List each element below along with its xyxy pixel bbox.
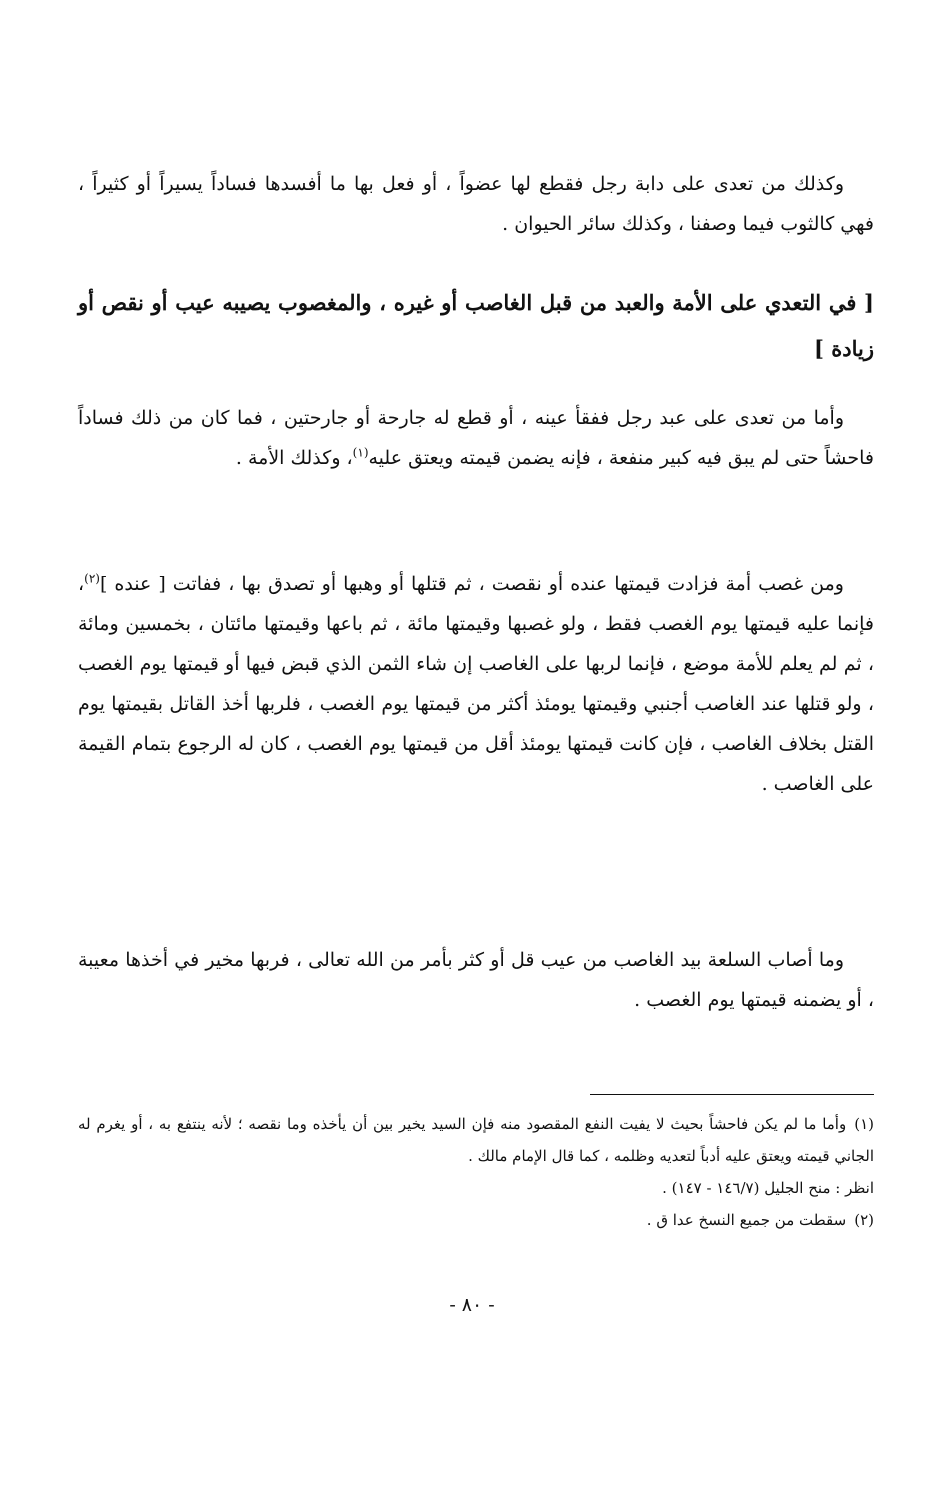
paragraph-usurp-start: ومن غصب أمة فزادت قيمتها عنده أو نقصت ، ثم قتلها أو وهبها أو تصدق بها ، ففاتت [ عنده ] xyxy=(99,573,844,595)
footnote-2-text: سقطت من جميع النسخ عدا ق . xyxy=(646,1211,847,1229)
footnote-divider xyxy=(590,1094,874,1095)
section-heading: [ في التعدي على الأمة والعبد من قبل الغاصب أو غيره ، والمغصوب يصيبه عيب أو نقص أو زيادة ] xyxy=(78,290,874,361)
paragraph-slave-text: وأما من تعدى على عبد رجل ففقأ عينه ، أو قطع له جارحة أو جارحتين ، فما كان من ذلك فساداً فاحشاً حتى لم يبق فيه كبير منفعة ، فإنه يضمن قيمته ويعتق عليه xyxy=(78,407,874,469)
footnotes xyxy=(78,1108,874,1236)
paragraph-slave-end: ، وكذلك الأمة . xyxy=(235,447,353,469)
footnote-ref-1: (١) xyxy=(352,445,369,460)
paragraph-slave-block xyxy=(78,398,874,478)
paragraph-usurp-end: ، فإنما عليه قيمتها يوم الغصب فقط ، ولو غصبها وقيمتها مائة ، ثم باعها وقيمتها مائتان ، بخمسين ومائة ، ثم لم يعلم للأمة موضع ، فإنما لربها على الغاصب إن شاء الثمن الذي قبض فيها أو قيمتها يوم الغصب ، ولو قتلها عند الغاصب أجنبي وقيمتها يومئذ أكثر من قيمتها يوم الغصب ، فلربها أخذ القاتل بقيمتها يوم القتل بخلاف الغاصب ، فإن كانت قيمتها يومئذ أقل من قيمتها يوم الغصب ، كان له الرجوع بتمام القيمة على الغاصب . xyxy=(78,573,874,795)
paragraph-defect: وما أصاب السلعة بيد الغاصب من عيب قل أو كثر بأمر من الله تعالى ، فربها مخير في أخذها معيبة ، أو يضمنه قيمتها يوم الغصب . xyxy=(78,949,874,1011)
section-heading-block xyxy=(78,280,874,372)
footnote-1-number: (١) xyxy=(854,1115,874,1133)
footnote-2 xyxy=(78,1204,874,1236)
paragraph-usurp-block xyxy=(78,564,874,804)
paragraph-usurp xyxy=(78,564,874,804)
footnote-2-number: (٢) xyxy=(854,1211,874,1229)
footnote-1-source: انظر : منح الجليل (١٤٦/٧ - ١٤٧) . xyxy=(662,1179,874,1197)
paragraph-defect-block xyxy=(78,940,874,1020)
footnote-1 xyxy=(78,1108,874,1172)
paragraph-slave xyxy=(78,398,874,478)
paragraph-animals: وكذلك من تعدى على دابة رجل فقطع لها عضواً ، أو فعل بها ما أفسدها فساداً يسيراً أو كثيراً ، فهي كالثوب فيما وصفنا ، وكذلك سائر الحيوان . xyxy=(78,173,874,235)
page-number: - ٨٠ - xyxy=(449,1294,495,1316)
body-text xyxy=(78,164,874,244)
footnote-ref-2: (٢) xyxy=(84,571,100,586)
footnote-1-text: وأما ما لم يكن فاحشاً بحيث لا يفيت النفع المقصود منه فإن السيد يخير بين أن يأخذه وما نقصه ؛ لأنه ينتفع به ، أو يغرم له الجاني قيمته ويعتق عليه أدباً لتعديه وظلمه ، كما قال الإمام مالك . xyxy=(78,1115,874,1165)
